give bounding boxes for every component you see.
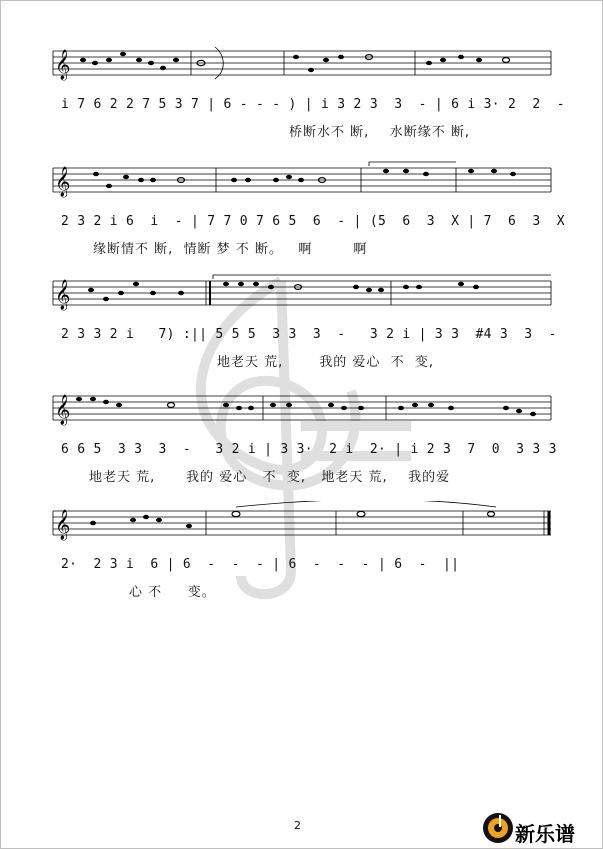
staff-1	[1, 41, 603, 91]
lyrics-line-1: 桥断水不 断, 水断缘不 断,	[289, 125, 471, 140]
staff-3	[1, 271, 603, 321]
lyrics-line-2: 缘断情不 断, 情断 梦 不 断。 啊 啊	[93, 242, 368, 257]
brand-name: 新乐谱	[515, 822, 575, 846]
jianpu-line-5: 2· 2 3 i 6 | 6 - - - | 6 - - - | 6 - ||	[61, 557, 460, 572]
lyrics-line-4: 地老天 荒, 我的 爱心 不 变, 地老天 荒, 我的爱	[89, 470, 451, 485]
page-number: 2	[294, 819, 301, 832]
svg-text:𝄞: 𝄞	[55, 510, 71, 540]
jianpu-line-2: 2 3 2 i 6 i - | 7 7 0 7 6 5 6 - | (5 6 3 X | 7 6 3 X	[61, 214, 565, 229]
lyrics-line-5: 心 不 变。	[129, 585, 216, 600]
jianpu-line-4: 6 6 5 3 3 3 - 3 2 i | 3 3· 2 i 2· | i 2 3 7 0 3 3 3	[61, 442, 557, 457]
staff-5	[1, 501, 603, 551]
staff-4	[1, 386, 603, 436]
jianpu-line-3: 2 3 3 2 i 7) :|| 5 5 5 3 3 3 - 3 2 i | 3 3 #4 3 3 -	[61, 327, 557, 342]
svg-text:𝄞: 𝄞	[55, 280, 71, 310]
lyrics-line-3: 地老天 荒, 我的 爱心 不 变,	[217, 355, 434, 370]
svg-text:𝄞: 𝄞	[55, 50, 71, 80]
jianpu-line-1: i 7 6 2 2 7 5 3 7 | 6 - - - ) | i 3 2 3 3 - | 6 i 3· 2 2 -	[61, 97, 565, 112]
svg-text:𝄞: 𝄞	[55, 395, 71, 425]
staff-2	[1, 158, 603, 208]
svg-text:𝄞: 𝄞	[55, 167, 71, 197]
